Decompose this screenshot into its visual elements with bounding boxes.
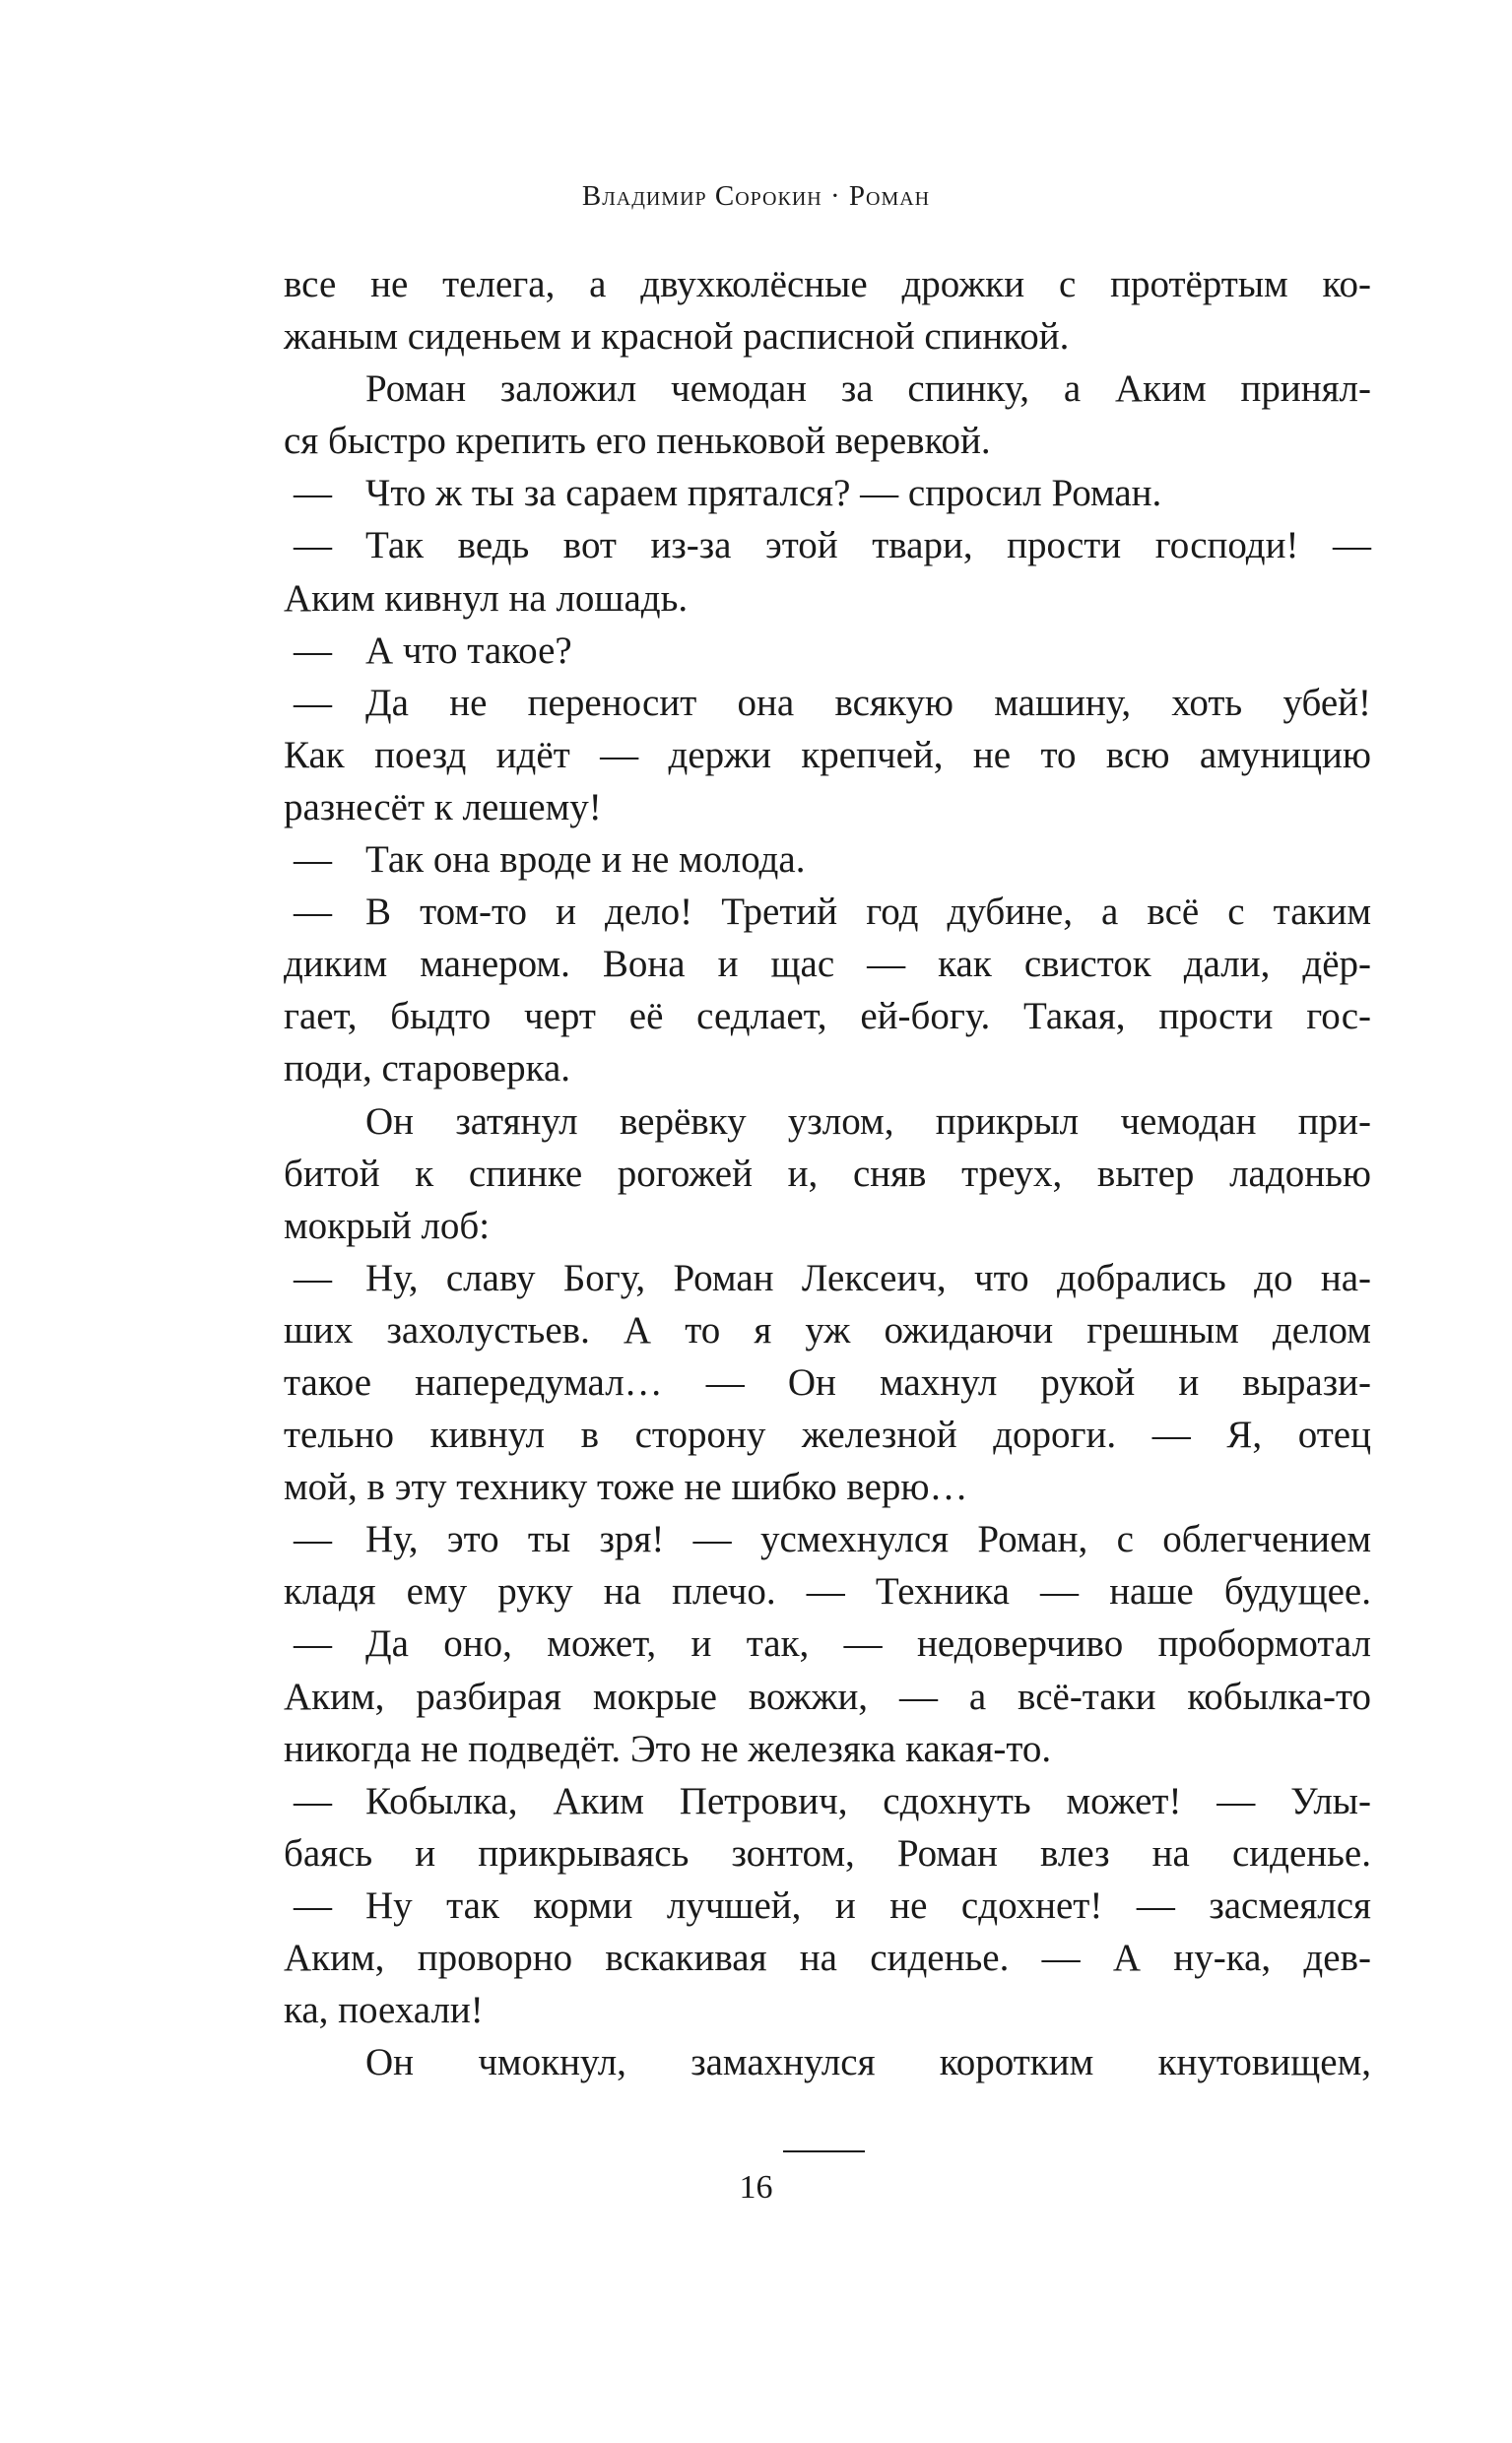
text-line [284,1042,1371,1094]
text-line [284,1409,1371,1461]
text-line [284,938,1371,990]
line-text: Да не переносит она всякую машину, хоть убей! [365,681,1371,724]
page-number: 16 [739,2169,773,2206]
text-line [284,1880,1371,1932]
running-header: Владимир Сорокин · Роман [581,180,931,212]
text-line [284,258,1371,310]
line-text: баясь и прикрываясь зонтом, Роман влез на сиденье. [284,1831,1371,1875]
body-text [284,258,1371,2088]
text-line [284,1200,1371,1252]
line-text: Ну, это ты зря! — усмехнулся Роман, с облегчением [365,1518,1371,1561]
dialogue-dash: — [294,524,332,567]
dialogue-dash: — [294,891,332,934]
line-text: Да оно, может, и так, — недоверчиво пробормотал [365,1622,1371,1666]
text-line [284,1565,1371,1618]
text-line [284,781,1371,833]
text-line [284,1618,1371,1670]
text-line [284,415,1371,467]
text-line [284,729,1371,781]
line-text: поди, староверка. [284,1047,571,1090]
text-line [284,1148,1371,1200]
text-line [284,363,1371,415]
line-text: Аким, проворно вскакивая на сиденье. — А ну-ка, дев- [284,1937,1371,1979]
line-text: Ну, славу Богу, Роман Лексеич, что добрались до на- [365,1256,1371,1299]
line-text: Он чмокнул, замахнулся коротким кнутовищем, [365,2041,1371,2084]
line-text: В том-то и дело! Третий год дубине, а всё с таким [365,891,1371,934]
line-text: ших захолустьев. А то я уж ожидаючи грешным делом [284,1308,1371,1352]
line-text: никогда не подведёт. Это не железяка какая-то. [284,1727,1052,1770]
text-line [284,1775,1371,1827]
line-text: диким манером. Вона и щас — как свисток дали, дёр- [284,943,1371,986]
text-line [284,1827,1371,1880]
line-text: Роман заложил чемодан за спинку, а Аким принял- [365,367,1371,411]
dialogue-dash: — [294,1256,332,1299]
text-line [284,1723,1371,1775]
text-line [284,1095,1371,1148]
dialogue-dash: — [294,472,332,515]
text-line [284,467,1371,519]
line-text: гает, быдто черт её седлает, ей-богу. Такая, прости гос- [284,995,1371,1038]
dialogue-dash: — [294,1779,332,1822]
text-line [284,1252,1371,1304]
line-text: Что ж ты за сараем прятался? — спросил Роман. [365,472,1162,515]
line-text: мокрый лоб: [284,1204,491,1247]
footer-rule [783,2150,865,2152]
text-line [284,833,1371,886]
line-text: Аким кивнул на лошадь. [284,576,689,620]
text-line [284,1513,1371,1565]
text-line [284,625,1371,677]
line-text: битой к спинке рогожей и, сняв треух, вытер ладонью [284,1152,1371,1195]
line-text: все не телега, а двухколёсные дрожки с протёртым ко- [284,263,1371,305]
line-text: разнесёт к лешему! [284,785,602,828]
line-text: тельно кивнул в сторону железной дороги. — Я, отец [284,1414,1371,1457]
text-line [284,1671,1371,1723]
text-line [284,2036,1371,2088]
dialogue-dash: — [294,628,332,672]
line-text: мой, в эту технику тоже не шибко верю… [284,1466,968,1509]
line-text: Так ведь вот из-за этой твари, прости господи! — [365,524,1371,567]
text-line [284,1932,1371,1984]
line-text: Аким, разбирая мокрые вожжи, — а всё-таки кобылка-то [284,1675,1371,1718]
line-text: ся быстро крепить его пеньковой веревкой. [284,420,991,463]
text-line [284,1356,1371,1409]
text-line [284,572,1371,625]
line-text: Как поезд идёт — держи крепчей, не то всю амуницию [284,733,1371,776]
dialogue-dash: — [294,838,332,882]
line-text: А что такое? [365,628,572,672]
text-line [284,519,1371,571]
line-text: Ну так корми лучшей, и не сдохнет! — засмеялся [365,1883,1371,1927]
text-line [284,310,1371,363]
text-line [284,677,1371,729]
line-text: кладя ему руку на плечо. — Техника — наше будущее. [284,1570,1371,1614]
text-line [284,990,1371,1042]
dialogue-dash: — [294,1518,332,1561]
dialogue-dash: — [294,681,332,724]
line-text: Он затянул верёвку узлом, прикрыл чемодан при- [365,1099,1371,1143]
text-line [284,886,1371,938]
text-line [284,1984,1371,2036]
line-text: такое напередумал… — Он махнул рукой и вырази- [284,1360,1371,1404]
line-text: жаным сиденьем и красной расписной спинкой. [284,315,1070,359]
text-line [284,1304,1371,1356]
line-text: ка, поехали! [284,1989,484,2032]
dialogue-dash: — [294,1883,332,1927]
text-line [284,1461,1371,1513]
line-text: Кобылка, Аким Петрович, сдохнуть может! — Улы- [365,1779,1371,1822]
dialogue-dash: — [294,1622,332,1666]
line-text: Так она вроде и не молода. [365,838,806,882]
